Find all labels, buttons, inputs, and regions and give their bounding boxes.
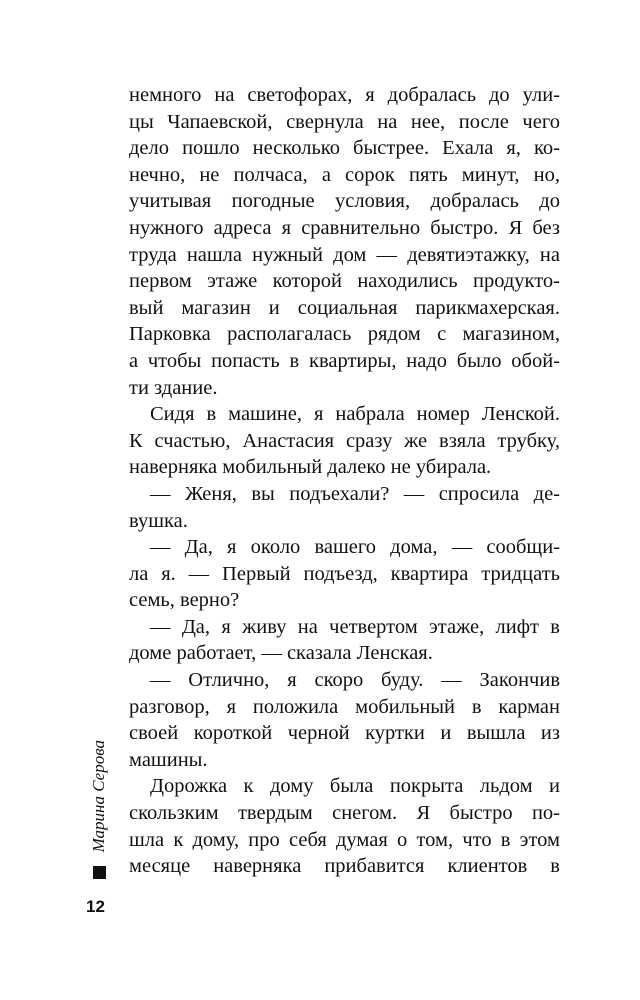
text-line: ти здание. xyxy=(129,376,218,399)
text-line: ла я. — Первый подъезд, квартира тридцать xyxy=(129,562,560,585)
text-line: скользким твердым снегом. Я быстро по- xyxy=(129,802,560,825)
text-line: дело пошло несколько быстрее. Ехала я, ко- xyxy=(129,137,560,160)
text-line: нечно, не полчаса, а сорок пять минут, но, xyxy=(129,163,560,186)
text-line: первом этаже которой находились продукто- xyxy=(129,270,560,293)
text-line: вушка. xyxy=(129,509,188,532)
text-line: своей короткой черной куртки и вышла из xyxy=(129,722,560,745)
text-line: — Женя, вы подъехали? — спросила де- xyxy=(150,482,560,505)
text-line: — Да, я около вашего дома, — сообщи- xyxy=(150,536,560,559)
text-line: учитывая погодные условия, добралась до xyxy=(129,190,560,213)
text-line: — Отлично, я скоро буду. — Закончив xyxy=(150,669,560,692)
text-line: семь, верно? xyxy=(129,589,240,612)
text-line: месяце наверняка прибавится клиентов в xyxy=(129,855,560,878)
text-line: нужного адреса я сравнительно быстро. Я без xyxy=(129,216,560,239)
text-line: — Да, я живу на четвертом этаже, лифт в xyxy=(150,615,560,638)
text-line: К счастью, Анастасия сразу же взяла трубку, xyxy=(129,429,560,452)
text-line: машины. xyxy=(129,748,208,771)
page-number: 12 xyxy=(86,897,105,916)
text-line: вый магазин и социальная парикмахерская. xyxy=(129,296,560,319)
text-line: Сидя в машине, я набрала номер Ленской. xyxy=(150,403,560,426)
text-line: цы Чапаевской, свернула на нее, после чего xyxy=(129,110,560,133)
text-line: Дорожка к дому была покрыта льдом и xyxy=(150,775,560,798)
text-line: Парковка располагалась рядом с магазином, xyxy=(129,323,560,346)
text-line: шла к дому, про себя думая о том, что в этом xyxy=(129,828,560,851)
text-line: разговор, я положила мобильный в карман xyxy=(129,695,560,718)
text-line: труда нашла нужный дом — девятиэтажку, на xyxy=(129,243,560,266)
text-line: наверняка мобильный далеко не убирала. xyxy=(129,456,492,479)
running-head-author: Марина Серова xyxy=(89,740,108,853)
square-marker-icon xyxy=(93,866,106,879)
text-line: а чтобы попасть в квартиры, надо было обой- xyxy=(129,349,560,372)
text-line: немного на светофорах, я добралась до ули- xyxy=(129,84,560,106)
body-text xyxy=(129,82,560,880)
text-line: доме работает, — сказала Ленская. xyxy=(129,642,433,665)
